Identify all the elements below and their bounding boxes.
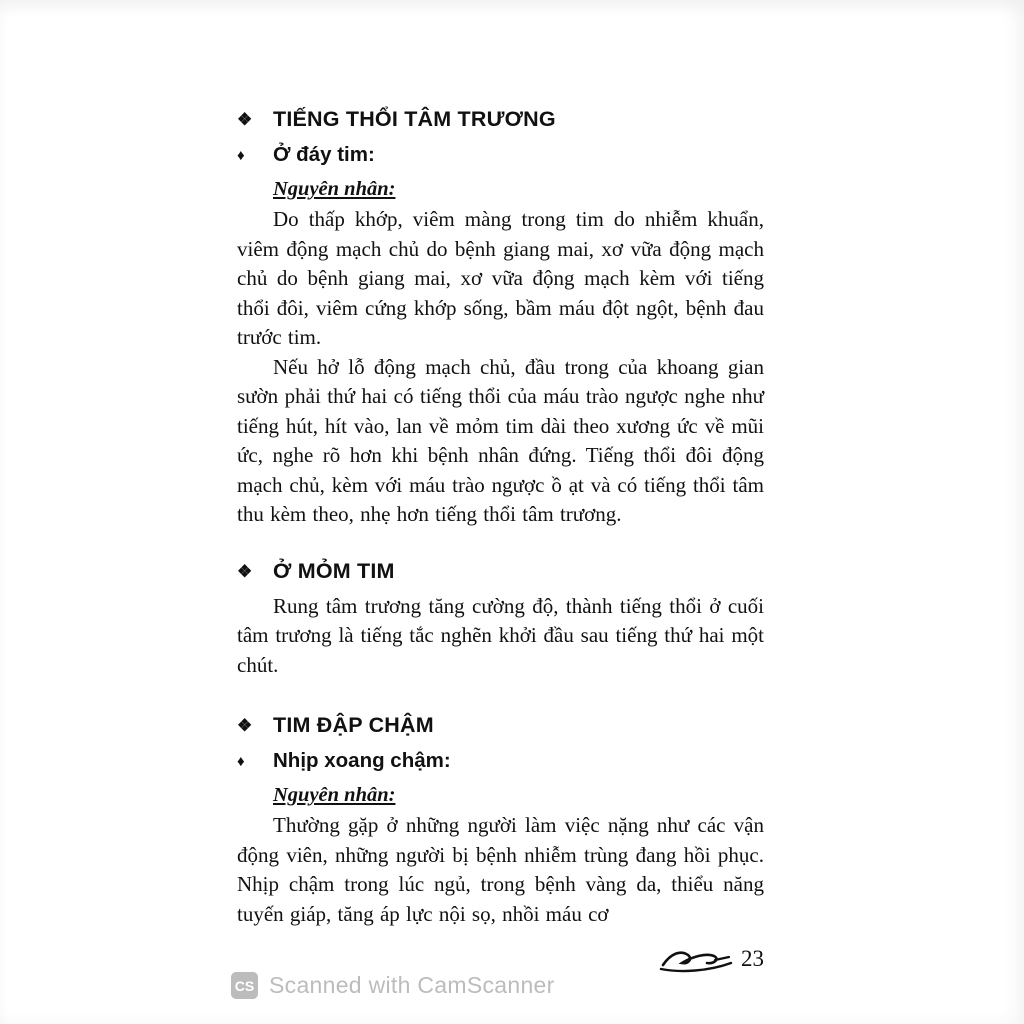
cause-label-text: Nguyên nhân: xyxy=(273,784,396,806)
section-heading-text: Ở MỎM TIM xyxy=(273,558,395,583)
subsection-heading-heart-base xyxy=(237,140,764,172)
cause-label-text: Nguyên nhân: xyxy=(273,178,396,200)
diamond-bullet-icon: ♦ xyxy=(237,753,245,770)
cause-label xyxy=(237,174,764,204)
camscanner-logo-icon: CS xyxy=(231,972,258,999)
subsection-heading-sinus-bradycardia xyxy=(237,746,764,778)
body-paragraph: Thường gặp ở những người làm việc nặng như các vận động viên, những người bị bệnh nhiễm trùng đang hồi phục. Nhịp chậm trong lúc ngủ, trong bệnh vàng da, thiểu năng tuyến giáp, tăng áp lực nội sọ, nhồi máu cơ xyxy=(237,813,764,926)
subsection-heading-text: Ở đáy tim: xyxy=(273,143,375,166)
diamond-four-bullet-icon: ❖ xyxy=(237,561,253,581)
section-heading-diastolic-murmur xyxy=(237,104,764,136)
section-heading-heart-apex xyxy=(237,556,764,588)
body-paragraph: Do thấp khớp, viêm màng trong tim do nhiễm khuẩn, viêm động mạch chủ do bệnh giang mai, xơ vữa động mạch chủ do bệnh giang mai, xơ vữa động mạch kèm với tiếng thổi đôi, viêm cứng khớp sống, bầm máu đột ngột, bệnh đau trước tim. xyxy=(237,207,764,349)
diamond-four-bullet-icon: ❖ xyxy=(237,716,253,735)
page-number: 23 xyxy=(741,946,764,971)
section-heading-text: TIM ĐẬP CHẬM xyxy=(273,713,434,737)
signature-scribble-icon xyxy=(657,944,735,974)
section-heading-text: TIẾNG THỔI TÂM TRƯƠNG xyxy=(273,107,556,131)
subsection-heading-text: Nhịp xoang chậm: xyxy=(273,749,451,772)
cause-label xyxy=(237,780,764,810)
diamond-bullet-icon: ♦ xyxy=(237,147,245,164)
body-paragraph: Nếu hở lỗ động mạch chủ, đầu trong của khoang gian sườn phải thứ hai có tiếng thổi của máu trào ngược nghe như tiếng hút, hít vào, lan về mỏm tim dài theo xương ức về mũi ức, nghe rõ hơn khi bệnh nhân đứng. Tiếng thổi đôi động mạch chủ, kèm với máu trào ngược ồ ạt và có tiếng thổi tâm thu kèm theo, nhẹ hơn tiếng thổi tâm trương. xyxy=(237,354,764,526)
camscanner-watermark xyxy=(231,972,555,999)
page-content xyxy=(237,104,764,929)
section-heading-slow-heartbeat xyxy=(237,710,764,742)
camscanner-watermark-text: Scanned with CamScanner xyxy=(269,972,555,998)
body-paragraph: Rung tâm trương tăng cường độ, thành tiếng thổi ở cuối tâm trương là tiếng tắc nghẽn khởi đầu sau tiếng thứ hai một chút. xyxy=(237,593,764,677)
page-footer xyxy=(237,944,764,974)
diamond-four-bullet-icon: ❖ xyxy=(237,110,253,129)
